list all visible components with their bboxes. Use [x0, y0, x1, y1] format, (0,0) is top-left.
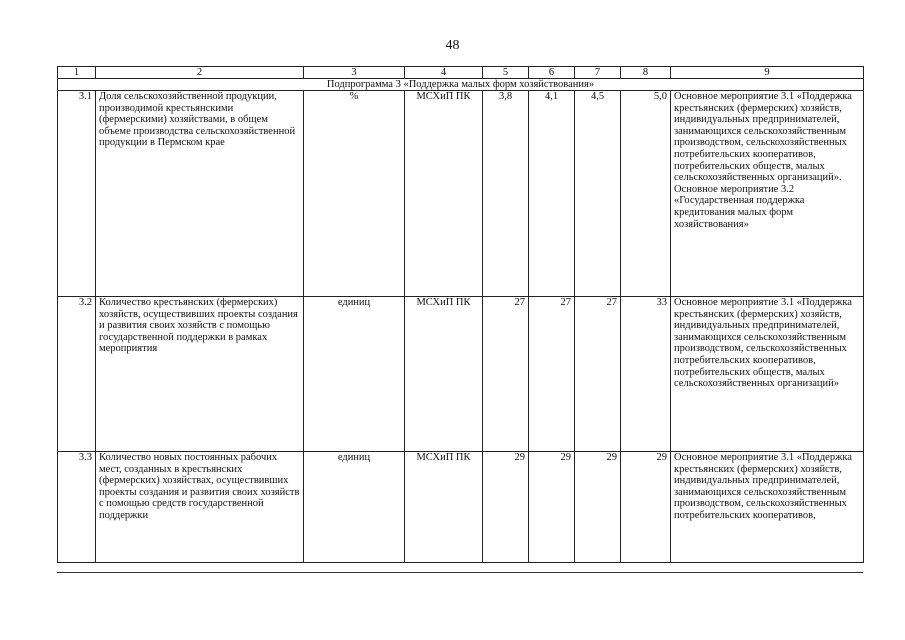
indicator-name: Доля сельскохозяйственной продукции, производимой крестьянскими (фермерскими) хозяйствами, в общем объеме производства сельскохозяйственной продукции в Пермском крае	[96, 91, 304, 297]
header-col-8: 8	[621, 67, 671, 79]
measure-cell: Основное мероприятие 3.1 «Поддержка крестьянских (фермерских) хозяйств, индивидуальных предпринимателей, занимающихся сельскохозяйственным производством, сельскохозяйственных потребительских кооперативов, потребительских обществ, малых сельскохозяйственных организаций». Основное мероприятие 3.2 «Государственная поддержка кредитования малых форм хозяйствования»	[671, 91, 864, 297]
header-col-2: 2	[96, 67, 304, 79]
table-bottom-edge	[57, 572, 863, 573]
value-col-7: 27	[575, 297, 621, 452]
value-col-5: 3,8	[483, 91, 529, 297]
row-number: 3.2	[58, 297, 96, 452]
value-col-8: 33	[621, 297, 671, 452]
header-row	[58, 67, 864, 79]
measure-cell: Основное мероприятие 3.1 «Поддержка крестьянских (фермерских) хозяйств, индивидуальных предпринимателей, занимающихся сельскохозяйственным производством, сельскохозяйственных потребительских кооперативов, потребительских обществ, малых сельскохозяйственных организаций»	[671, 297, 864, 452]
unit-cell: единиц	[304, 452, 405, 563]
indicator-name: Количество новых постоянных рабочих мест, созданных в крестьянских (фермерских) хозяйствах, осуществивших проекты создания и развития своих хозяйств с помощью средств государственной поддержки	[96, 452, 304, 563]
measure-cell: Основное мероприятие 3.1 «Поддержка крестьянских (фермерских) хозяйств, индивидуальных предпринимателей, занимающихся сельскохозяйственным производством, сельскохозяйственных потребительских кооперативов,	[671, 452, 864, 563]
header-col-4: 4	[405, 67, 483, 79]
row-number: 3.1	[58, 91, 96, 297]
header-col-7: 7	[575, 67, 621, 79]
page-number: 48	[445, 38, 460, 53]
header-col-6: 6	[529, 67, 575, 79]
table-row	[58, 91, 864, 297]
header-col-9: 9	[671, 67, 864, 79]
table-row	[58, 452, 864, 563]
value-col-8: 5,0	[621, 91, 671, 297]
indicator-name: Количество крестьянских (фермерских) хозяйств, осуществивших проекты создания и развития своих хозяйств с помощью государственной поддержки в рамках мероприятия	[96, 297, 304, 452]
value-col-7: 29	[575, 452, 621, 563]
header-col-1: 1	[58, 67, 96, 79]
indicators-table	[57, 66, 864, 563]
value-col-5: 27	[483, 297, 529, 452]
header-col-3: 3	[304, 67, 405, 79]
org-cell: МСХиП ПК	[405, 452, 483, 563]
org-cell: МСХиП ПК	[405, 91, 483, 297]
value-col-5: 29	[483, 452, 529, 563]
value-col-6: 27	[529, 297, 575, 452]
subprogram-title: Подпрограмма 3 «Поддержка малых форм хозяйствования»	[58, 79, 864, 91]
subprogram-row	[58, 79, 864, 91]
value-col-7: 4,5	[575, 91, 621, 297]
header-col-5: 5	[483, 67, 529, 79]
value-col-6: 29	[529, 452, 575, 563]
unit-cell: единиц	[304, 297, 405, 452]
table-row	[58, 297, 864, 452]
unit-cell: %	[304, 91, 405, 297]
row-number: 3.3	[58, 452, 96, 563]
value-col-8: 29	[621, 452, 671, 563]
org-cell: МСХиП ПК	[405, 297, 483, 452]
value-col-6: 4,1	[529, 91, 575, 297]
